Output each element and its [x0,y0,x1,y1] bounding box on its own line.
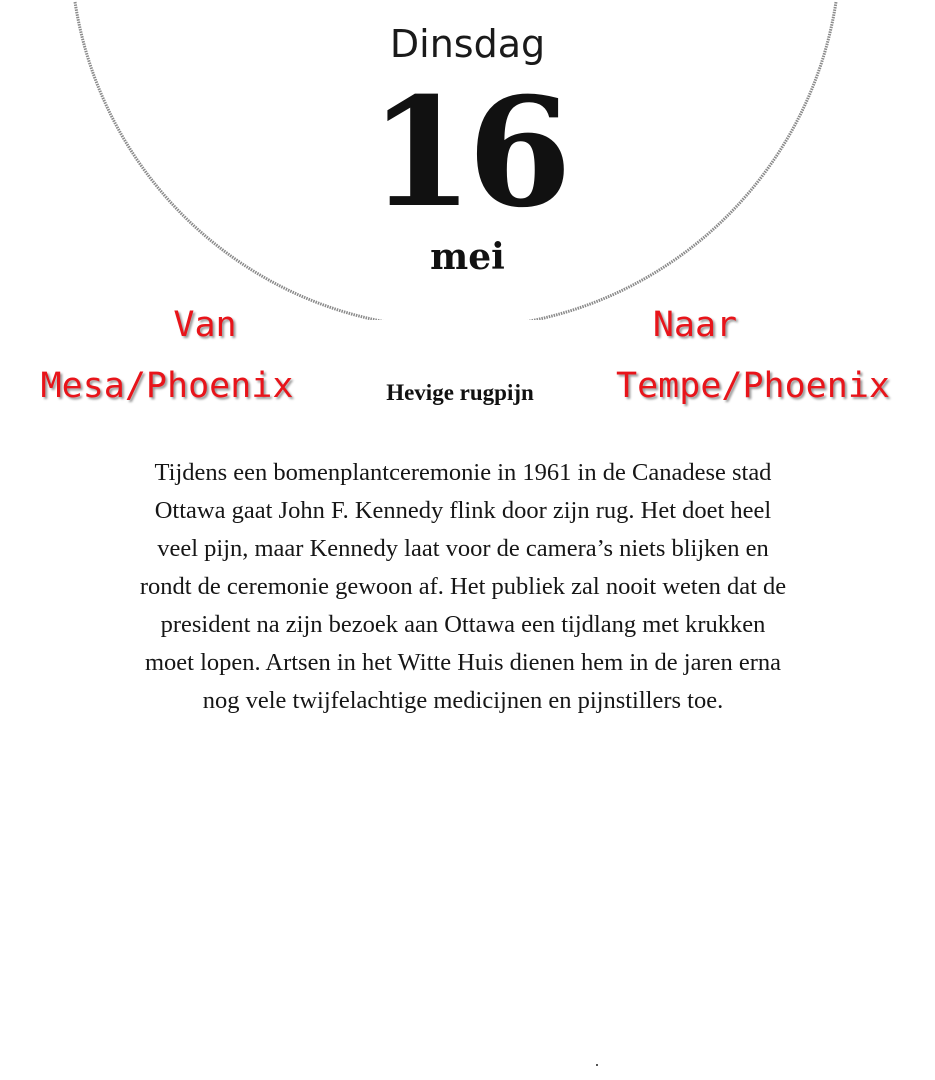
calendar-day-number: 16 [369,65,566,241]
from-label: Van [173,305,237,345]
article-headline: Hevige rugpijn [386,380,534,405]
to-label: Naar [652,305,738,345]
article-body: Tijdens een bomenplantceremonie in 1961 in de Canadese stad Ottawa gaat John F. Kennedy flink door zijn rug. Het doet heel veel pijn, maar Kennedy laat voor de camera’s niets blijken en rondt de ceremonie gewoon af. Het publiek zal nooit weten dat de president na zijn bezoek aan Ottawa een tijdlang met krukken moet lopen. Artsen in het Witte Huis dienen hem in de jaren erna nog vele twijfelachtige medicijnen en pijnstillers toe. [139,459,787,714]
to-place: Tempe/Phoenix [616,366,890,406]
from-place: Mesa/Phoenix [40,366,294,406]
speck [596,1064,598,1066]
calendar-month: mei [430,236,505,278]
calendar-weekday: Dinsdag [389,22,546,66]
